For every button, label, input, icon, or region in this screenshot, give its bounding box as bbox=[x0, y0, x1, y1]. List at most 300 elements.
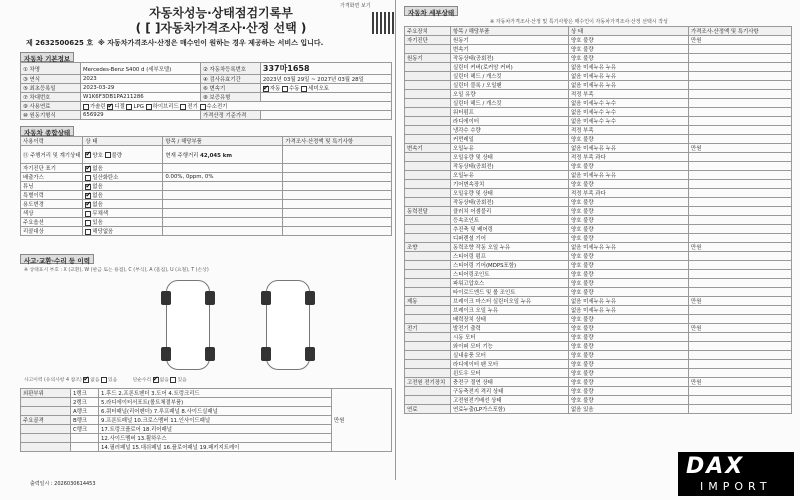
car-diagram-top bbox=[166, 280, 210, 370]
detail-s: 없음 미세누유 누유 bbox=[569, 297, 689, 306]
engine: 656929 bbox=[81, 111, 201, 120]
checkbox-icon bbox=[105, 152, 111, 158]
detail-g bbox=[405, 135, 451, 144]
detail-price: 만원 bbox=[689, 36, 792, 45]
detail-price bbox=[689, 216, 792, 225]
detail-s: 양호 불량 bbox=[569, 36, 689, 45]
parts-items: 9.프론트패널 10.크로스멤버 11.인사이드패널 bbox=[99, 416, 332, 425]
detail-row bbox=[405, 189, 792, 198]
detail-g bbox=[405, 99, 451, 108]
detail-g bbox=[405, 279, 451, 288]
checkbox-icon bbox=[85, 184, 91, 190]
parts-rank: 1랭크 bbox=[71, 389, 99, 398]
detail-price bbox=[689, 180, 792, 189]
detail-price bbox=[689, 252, 792, 261]
detail-row bbox=[405, 225, 792, 234]
detail-p: 스티어링 펌프 bbox=[451, 252, 569, 261]
detail-price bbox=[689, 306, 792, 315]
right-column bbox=[400, 0, 794, 480]
detail-s: 양호 불량 bbox=[569, 270, 689, 279]
wheel-icon bbox=[261, 291, 271, 305]
notice-text: ※ 자동차가격조사·산정은 매수인이 원하는 경우 제공하는 서비스 입니다. bbox=[97, 39, 324, 47]
detail-p: 연료누출(LP가스포함) bbox=[451, 405, 569, 414]
detail-s: 적정 부족 bbox=[569, 90, 689, 99]
detail-row bbox=[405, 216, 792, 225]
checkbox-icon bbox=[85, 166, 91, 172]
detail-price bbox=[689, 108, 792, 117]
detail-s: 양호 불량 bbox=[569, 315, 689, 324]
detail-s: 양호 불량 bbox=[569, 54, 689, 63]
detail-p: 워터펌프 bbox=[451, 108, 569, 117]
checkbox-icon bbox=[101, 377, 107, 383]
detail-price bbox=[689, 315, 792, 324]
detail-price bbox=[689, 333, 792, 342]
detail-p: 스티어링조인트 bbox=[451, 270, 569, 279]
parts-group bbox=[21, 398, 71, 407]
car-name-label: ① 차명 bbox=[21, 63, 81, 75]
mileage: 42,045 km bbox=[200, 152, 232, 159]
price-label: 가격산정 기준가격 bbox=[201, 111, 261, 120]
warranty-label: ⑧ 보증유형 bbox=[201, 93, 261, 102]
detail-row bbox=[405, 198, 792, 207]
detail-s: 양호 불량 bbox=[569, 216, 689, 225]
detail-row bbox=[405, 288, 792, 297]
parts-group bbox=[21, 443, 71, 452]
detail-g bbox=[405, 216, 451, 225]
section-basic-info: 자동차 기본정보 bbox=[20, 52, 74, 62]
reg-no-label: ② 자동차등록번호 bbox=[201, 63, 261, 75]
detail-g bbox=[405, 117, 451, 126]
detail-row bbox=[405, 315, 792, 324]
detail-p: 실린더 블록 / 오일팬 bbox=[451, 81, 569, 90]
year: 2023 bbox=[81, 75, 201, 84]
status-label: 용도변경 bbox=[21, 200, 83, 209]
detail-g: 자기진단 bbox=[405, 36, 451, 45]
detail-s: 없음 미세누유 누유 bbox=[569, 72, 689, 81]
wheel-icon bbox=[161, 347, 171, 361]
detail-row bbox=[405, 36, 792, 45]
detail-s: 양호 불량 bbox=[569, 279, 689, 288]
detail-p: 파워고압호스 bbox=[451, 279, 569, 288]
legend-left: 사고이력 (유의사항 4 참조) bbox=[24, 378, 82, 383]
detail-p: 변속기 bbox=[451, 45, 569, 54]
detail-price bbox=[689, 45, 792, 54]
detail-row bbox=[405, 153, 792, 162]
detail-s: 양호 불량 bbox=[569, 234, 689, 243]
detail-price bbox=[689, 54, 792, 63]
detail-g bbox=[405, 306, 451, 315]
checkbox-icon bbox=[170, 377, 176, 383]
detail-row bbox=[405, 333, 792, 342]
parts-rank: C랭크 bbox=[71, 425, 99, 434]
detail-s: 양호 불량 bbox=[569, 207, 689, 216]
detail-p: 오일유량 및 상태 bbox=[451, 153, 569, 162]
detail-g bbox=[405, 90, 451, 99]
detail-g: 원동기 bbox=[405, 54, 451, 63]
checkbox-icon bbox=[85, 211, 91, 217]
detail-s: 양호 불량 bbox=[569, 135, 689, 144]
validity: 2023년 03월 29일 ~ 2027년 03월 28일 bbox=[260, 75, 391, 84]
status-label: 배출가스 bbox=[21, 173, 83, 182]
detail-g bbox=[405, 198, 451, 207]
price-col: 만원 bbox=[332, 389, 392, 452]
trans-opt: 자동 bbox=[269, 86, 281, 92]
status-label: ⑪ 주행거리 및 계기상태 bbox=[21, 146, 83, 164]
detail-row bbox=[405, 144, 792, 153]
detail-s: 없음 미세누유 누유 bbox=[569, 306, 689, 315]
detail-p: 브레이크 오일 누유 bbox=[451, 306, 569, 315]
status-table: 사용이력 상 태 항목 / 해당부품 가격조사·산정액 및 특기사항 ⑪ 주행거리 및 계기상태 ✔ 양호 불량 현재 주행거리 42,045 km 자기진단 표기 ✔ 없음 배출가스 일산화탄소 0.00%, 0ppm, 0% 튜닝 ✔ 없음 특별이력 ✔ 없음 용도변경 ✔ 없음 색상 무채색 주요옵션 있음 리콜대상 해당없음 bbox=[20, 136, 392, 236]
detail-s: 양호 불량 bbox=[569, 360, 689, 369]
detail-row bbox=[405, 270, 792, 279]
parts-items: 14.필러패널 15.대쉬패널 16.플로어패널 19.패키지트레이 bbox=[99, 443, 332, 452]
detail-p: 발전기 출력 bbox=[451, 324, 569, 333]
detail-s: 양호 불량 bbox=[569, 261, 689, 270]
detail-head: 주요장치 bbox=[405, 27, 451, 36]
detail-g bbox=[405, 342, 451, 351]
detail-row bbox=[405, 360, 792, 369]
fuel-opt: 수소전기 bbox=[206, 104, 228, 110]
detail-price bbox=[689, 405, 792, 414]
detail-row bbox=[405, 261, 792, 270]
dax-import-logo bbox=[678, 452, 794, 496]
trans-options bbox=[260, 84, 391, 93]
detail-p: 시동 모터 bbox=[451, 333, 569, 342]
detail-p: 원동기 bbox=[451, 36, 569, 45]
detail-p: 클러치 어셈블리 bbox=[451, 207, 569, 216]
fuel-opt: 가솔린 bbox=[90, 104, 106, 110]
detail-table bbox=[404, 26, 792, 414]
detail-p: 구동축전지 격리 상태 bbox=[451, 387, 569, 396]
notice bbox=[26, 38, 323, 48]
parts-table bbox=[20, 388, 392, 452]
detail-price bbox=[689, 261, 792, 270]
detail-s: 양호 불량 bbox=[569, 369, 689, 378]
detail-price bbox=[689, 171, 792, 180]
detail-p: 타이로드엔드 및 볼 조인트 bbox=[451, 288, 569, 297]
detail-g bbox=[405, 81, 451, 90]
detail-p: 작동상태(공회전) bbox=[451, 198, 569, 207]
detail-g bbox=[405, 252, 451, 261]
detail-p: 오일누유 bbox=[451, 171, 569, 180]
detail-price bbox=[689, 270, 792, 279]
parts-rank bbox=[71, 434, 99, 443]
detail-row bbox=[405, 243, 792, 252]
detail-p: 실내송풍 모터 bbox=[451, 351, 569, 360]
qr-label: 가격화면 보기 bbox=[340, 3, 371, 9]
wheel-icon bbox=[261, 347, 271, 361]
detail-price bbox=[689, 279, 792, 288]
detail-g bbox=[405, 270, 451, 279]
validity-label: ④ 검사유효기간 bbox=[201, 75, 261, 84]
detail-s: 적정 부족 과다 bbox=[569, 189, 689, 198]
detail-g: 제동 bbox=[405, 297, 451, 306]
detail-price bbox=[689, 225, 792, 234]
detail-p: 실린더 커버(로커암 커버) bbox=[451, 63, 569, 72]
detail-row bbox=[405, 117, 792, 126]
basic-info-table bbox=[20, 62, 392, 120]
status-head: 사용이력 bbox=[21, 137, 83, 146]
detail-p: 등속조인트 bbox=[451, 216, 569, 225]
detail-g bbox=[405, 180, 451, 189]
detail-g bbox=[405, 189, 451, 198]
detail-s: 양호 불량 bbox=[569, 387, 689, 396]
parts-group bbox=[21, 407, 71, 416]
detail-p: 냉각수 수량 bbox=[451, 126, 569, 135]
logo-subtext: IMPORT bbox=[700, 480, 772, 493]
detail-price bbox=[689, 81, 792, 90]
detail-g bbox=[405, 387, 451, 396]
detail-g bbox=[405, 288, 451, 297]
detail-g bbox=[405, 108, 451, 117]
status-head: 가격조사·산정액 및 특기사항 bbox=[283, 137, 392, 146]
detail-g bbox=[405, 162, 451, 171]
parts-group bbox=[21, 434, 71, 443]
detail-g bbox=[405, 153, 451, 162]
legend-mid: 단순수리 bbox=[132, 378, 152, 383]
qr-code-icon bbox=[372, 12, 394, 34]
detail-s: 양호 불량 bbox=[569, 198, 689, 207]
status-label: 주요옵션 bbox=[21, 218, 83, 227]
detail-g: 전기 bbox=[405, 324, 451, 333]
checkbox-icon bbox=[282, 86, 288, 92]
status-label: 특별이력 bbox=[21, 191, 83, 200]
detail-price: 만원 bbox=[689, 324, 792, 333]
detail-g: 고전원 전기장치 bbox=[405, 378, 451, 387]
checkbox-icon bbox=[200, 104, 206, 110]
detail-price bbox=[689, 135, 792, 144]
detail-row bbox=[405, 351, 792, 360]
fuel-opt: LPG bbox=[133, 104, 144, 110]
car-diagram-bottom bbox=[266, 280, 310, 370]
parts-rank: A랭크 bbox=[71, 407, 99, 416]
checkbox-icon bbox=[146, 104, 152, 110]
accident-note: ※ 상태표시 부호 : X (교환), W (판금 또는 용접), C (부식), A (흠집), U (요철), T (손상) bbox=[24, 268, 209, 273]
doc-number: 제 2632500625 호 bbox=[26, 39, 94, 47]
detail-row bbox=[405, 252, 792, 261]
parts-items: 12.사이드멤버 13.휠하우스 bbox=[99, 434, 332, 443]
trans-opt: 수동 bbox=[289, 86, 300, 92]
detail-s: 양호 불량 bbox=[569, 288, 689, 297]
detail-s: 양호 불량 bbox=[569, 180, 689, 189]
detail-row bbox=[405, 135, 792, 144]
detail-price bbox=[689, 189, 792, 198]
detail-price bbox=[689, 360, 792, 369]
detail-row bbox=[405, 234, 792, 243]
detail-price bbox=[689, 387, 792, 396]
detail-s: 양호 불량 bbox=[569, 324, 689, 333]
detail-price bbox=[689, 90, 792, 99]
detail-g: 변속기 bbox=[405, 144, 451, 153]
detail-row bbox=[405, 162, 792, 171]
detail-g bbox=[405, 225, 451, 234]
detail-price bbox=[689, 126, 792, 135]
detail-row bbox=[405, 207, 792, 216]
detail-row bbox=[405, 387, 792, 396]
year-label: ③ 연식 bbox=[21, 75, 81, 84]
print-footer: 출력일시 : 2026030614453 bbox=[30, 481, 96, 487]
checkbox-icon bbox=[126, 104, 132, 110]
detail-s: 양호 불량 bbox=[569, 396, 689, 405]
detail-row bbox=[405, 90, 792, 99]
status-label: 리콜대상 bbox=[21, 227, 83, 236]
detail-head: 가격조사·산정액 및 특기사항 bbox=[689, 27, 792, 36]
detail-p: 실린더 헤드 / 개스킷 bbox=[451, 72, 569, 81]
detail-price bbox=[689, 198, 792, 207]
logo-text: DAX bbox=[686, 454, 745, 479]
detail-price bbox=[689, 99, 792, 108]
detail-row bbox=[405, 405, 792, 414]
detail-g bbox=[405, 63, 451, 72]
detail-price bbox=[689, 342, 792, 351]
detail-g bbox=[405, 45, 451, 54]
section-detail: 자동차 세부상태 bbox=[404, 6, 458, 16]
detail-s: 양호 불량 bbox=[569, 45, 689, 54]
section-status: 자동차 종합상태 bbox=[20, 126, 74, 136]
detail-price: 만원 bbox=[689, 378, 792, 387]
fuel-options bbox=[81, 102, 392, 111]
detail-s: 없음 미세누유 누유 bbox=[569, 171, 689, 180]
detail-price bbox=[689, 207, 792, 216]
fuel-opt: 전기 bbox=[187, 104, 198, 110]
detail-p: 오일유량 및 상태 bbox=[451, 189, 569, 198]
detail-p: 브레이크 마스터 실린더오일 누유 bbox=[451, 297, 569, 306]
checkbox-icon bbox=[85, 152, 91, 158]
parts-rank: 2랭크 bbox=[71, 398, 99, 407]
title-line2: ( [ ]자동차가격조사·산정 선택 ) bbox=[135, 21, 307, 35]
detail-g: 조향 bbox=[405, 243, 451, 252]
detail-p: 커먼레일 bbox=[451, 135, 569, 144]
detail-s: 없음 미세누유 누유 bbox=[569, 243, 689, 252]
detail-row bbox=[405, 72, 792, 81]
parts-group bbox=[21, 425, 71, 434]
detail-p: 충전구 절연 상태 bbox=[451, 378, 569, 387]
checkbox-icon bbox=[180, 104, 186, 110]
detail-head: 상 태 bbox=[569, 27, 689, 36]
parts-items: 5.라디에이터서포트(볼트체결부품) bbox=[99, 398, 332, 407]
detail-row bbox=[405, 369, 792, 378]
detail-row bbox=[405, 396, 792, 405]
detail-row bbox=[405, 108, 792, 117]
detail-head: 항목 / 해당부품 bbox=[451, 27, 569, 36]
detail-row bbox=[405, 54, 792, 63]
detail-s: 없음 미세누수 누수 bbox=[569, 99, 689, 108]
detail-price: 만원 bbox=[689, 144, 792, 153]
detail-g bbox=[405, 315, 451, 324]
detail-s: 없음 미세누수 누수 bbox=[569, 117, 689, 126]
detail-price: 만원 bbox=[689, 297, 792, 306]
checkbox-icon bbox=[107, 104, 113, 110]
checkbox-icon bbox=[85, 202, 91, 208]
detail-s: 양호 불량 bbox=[569, 342, 689, 351]
detail-p: 윈도우 모터 bbox=[451, 369, 569, 378]
detail-p: 오일누유 bbox=[451, 144, 569, 153]
detail-price: 만원 bbox=[689, 243, 792, 252]
parts-group: 외판부위 bbox=[21, 389, 71, 398]
detail-p: 작동상태(공회전) bbox=[451, 162, 569, 171]
checkbox-icon bbox=[83, 104, 89, 110]
wheel-icon bbox=[205, 291, 215, 305]
detail-p: 기어변속장치 bbox=[451, 180, 569, 189]
status-head: 상 태 bbox=[83, 137, 163, 146]
detail-p: 스티어링 기어(MDPS포함) bbox=[451, 261, 569, 270]
detail-row bbox=[405, 63, 792, 72]
checkbox-icon bbox=[85, 220, 91, 226]
wheel-icon bbox=[205, 347, 215, 361]
checkbox-icon bbox=[85, 193, 91, 199]
detail-row bbox=[405, 279, 792, 288]
checkbox-icon bbox=[85, 229, 91, 235]
detail-g: 동력전달 bbox=[405, 207, 451, 216]
parts-rank: B랭크 bbox=[71, 416, 99, 425]
engine-label: ⑩ 원동기형식 bbox=[21, 111, 81, 120]
trans-opt: 세미오토 bbox=[308, 86, 329, 92]
detail-s: 없음 미세누유 누유 bbox=[569, 81, 689, 90]
detail-p: 추진축 및 베어링 bbox=[451, 225, 569, 234]
wheel-icon bbox=[161, 291, 171, 305]
detail-s: 양호 불량 bbox=[569, 378, 689, 387]
detail-price bbox=[689, 117, 792, 126]
detail-p: 배력장치 상태 bbox=[451, 315, 569, 324]
first-reg-label: ⑤ 최초등록일 bbox=[21, 84, 81, 93]
detail-s: 없음 미세누유 누유 bbox=[569, 63, 689, 72]
wheel-icon bbox=[305, 291, 315, 305]
reg-no: 337마1658 bbox=[260, 63, 391, 75]
detail-row bbox=[405, 81, 792, 90]
detail-p: 고전원전기배선 상태 bbox=[451, 396, 569, 405]
detail-s: 양호 불량 bbox=[569, 162, 689, 171]
detail-p: 실린더 헤드 / 개스킷 bbox=[451, 99, 569, 108]
detail-p: 디퍼렌셜 기어 bbox=[451, 234, 569, 243]
parts-rank bbox=[71, 443, 99, 452]
detail-p: 오일 유량 bbox=[451, 90, 569, 99]
detail-s: 양호 불량 bbox=[569, 225, 689, 234]
detail-p: 와이퍼 모터 기능 bbox=[451, 342, 569, 351]
status-head: 항목 / 해당부품 bbox=[163, 137, 283, 146]
checkbox-icon bbox=[153, 377, 159, 383]
detail-g bbox=[405, 261, 451, 270]
detail-s: 양호 불량 bbox=[569, 351, 689, 360]
detail-p: 동력조향 작동 오일 누유 bbox=[451, 243, 569, 252]
parts-items: 6.쿼터패널(리어펜더) 7.루프패널 8.사이드실패널 bbox=[99, 407, 332, 416]
car-name: Mercedes-Benz S400 d bbox=[83, 66, 145, 73]
status-label: 튜닝 bbox=[21, 182, 83, 191]
status-label: 자기진단 표기 bbox=[21, 164, 83, 173]
trans-label: ⑥ 변속기 bbox=[201, 84, 261, 93]
legend-row: 사고이력 (유의사항 4 참조) ✔ 없음 있음 단순수리 ✔ 없음 있음 bbox=[24, 376, 187, 383]
detail-row bbox=[405, 99, 792, 108]
detail-g bbox=[405, 351, 451, 360]
detail-note: ※ 자동차가격조사·산정 및 특기사항은 매수인이 자동차가격조사·산정 선택시 작성 bbox=[490, 19, 668, 25]
detail-g bbox=[405, 234, 451, 243]
detail-s: 없음 미세누유 누유 bbox=[569, 144, 689, 153]
detail-price bbox=[689, 288, 792, 297]
detail-p: 작동상태(공회전) bbox=[451, 54, 569, 63]
checkbox-icon bbox=[263, 86, 269, 92]
vin-label: ⑦ 차대번호 bbox=[21, 93, 81, 102]
detail-g bbox=[405, 72, 451, 81]
title-line1: 자동차성능·상태점검기록부 bbox=[149, 6, 293, 20]
detail-price bbox=[689, 63, 792, 72]
detail-price bbox=[689, 72, 792, 81]
vin: W1K6F3DB1PA211286 bbox=[81, 93, 201, 102]
fuel-label: ⑨ 사용연료 bbox=[21, 102, 81, 111]
left-column bbox=[16, 0, 396, 480]
detail-row bbox=[405, 297, 792, 306]
detail-price bbox=[689, 234, 792, 243]
checkbox-icon bbox=[85, 175, 91, 181]
checkbox-icon bbox=[301, 86, 307, 92]
